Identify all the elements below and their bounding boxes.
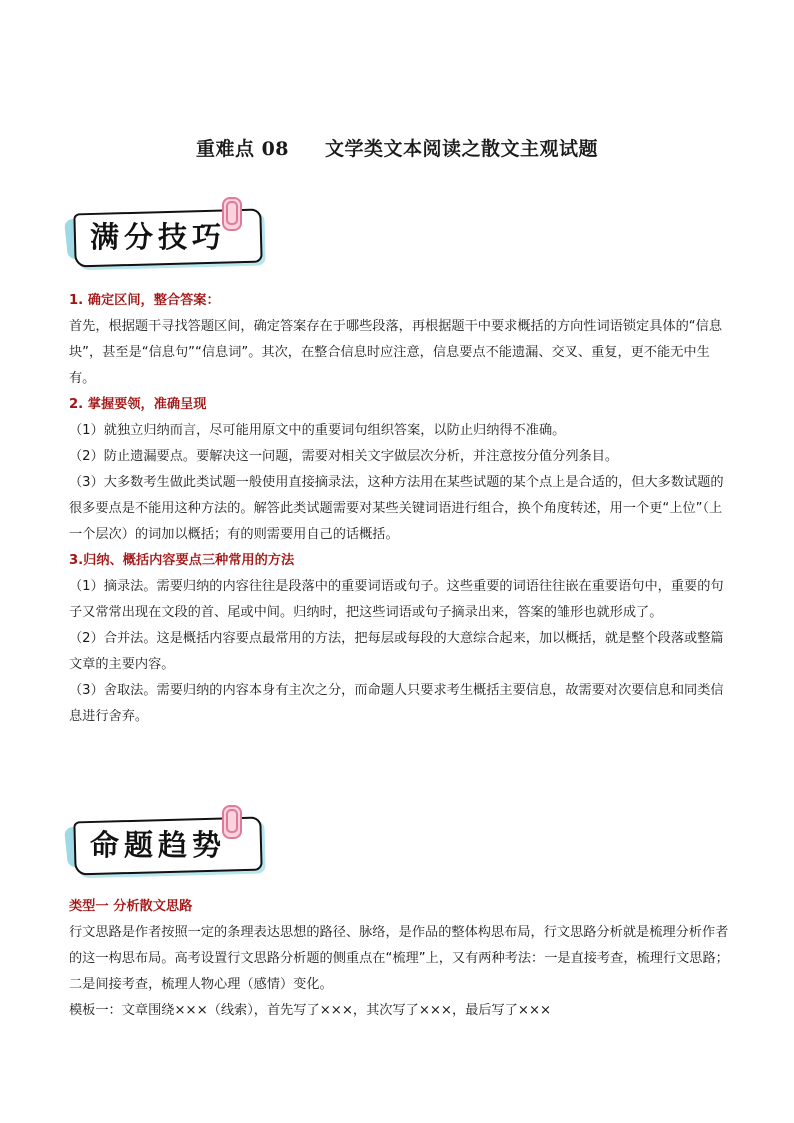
section-scoring-skills [69,288,729,730]
title-part2: 文学类文本阅读之散文主观试题 [325,138,599,160]
paragraph-3: （2）防止遗漏要点。要解决这一问题，需要对相关文字做层次分析，并注意按分值分列条目。 [69,449,619,464]
paragraph-5: （1）摘录法。需要归纳的内容往往是段落中的重要词语或句子。这些重要的词语往往嵌在重要语句中，重要的句子又常常出现在文段的首、尾或中间。归纳时，把这些词语或句子摘录出来，答案的雏形也就形成了。 [69,579,724,620]
section-exam-trends [69,894,729,1024]
paragraph-2: （1）就独立归纳而言，尽可能用原文中的重要词句组织答案，以防止归纳得不准确。 [69,423,566,438]
paragraph-7: （3）舍取法。需要归纳的内容本身有主次之分，而命题人只要求考生概括主要信息，故需要对次要信息和同类信息进行舍弃。 [69,683,724,724]
heading-1: 1. 确定区间，整合答案： [69,293,220,308]
page-title [0,134,794,161]
paragraph-1: 首先，根据题干寻找答题区间，确定答案存在于哪些段落，再根据题干中要求概括的方向性词语锁定具体的“信息块”，甚至是“信息句”“信息词”。其次，在整合信息时应注意，信息要点不能遗漏、交叉、重复，更不能无中生有。 [69,319,723,386]
heading-3: 3.归纳、概括内容要点三种常用的方法 [69,553,295,568]
paperclip-inner-icon [226,201,238,225]
paragraph-type-1: 行文思路是作者按照一定的条理表达思想的路径、脉络，是作品的整体构思布局，行文思路分析就是梳理分析作者的这一构思布局。高考设置行文思路分析题的侧重点在“梳理”上，又有两种考法：一是直接考查，梳理行文思路；二是间接考查，梳理人物心理（感情）变化。 [69,925,729,992]
banner-label: 命题趋势 [90,828,227,862]
banner-label: 满分技巧 [90,220,227,254]
paragraph-6: （2）合并法。这是概括内容要点最常用的方法，把每层或每段的大意综合起来，加以概括，就是整个段落或整篇文章的主要内容。 [69,631,724,672]
paragraph-4: （3）大多数考生做此类试题一般使用直接摘录法，这种方法用在某些试题的某个点上是合适的，但大多数试题的很多要点是不能用这种方法的。解答此类试题需要对某些关键词语进行组合，换个角度转述，用一个更“上位”（上一个层次）的词加以概括；有的则需要用自己的话概括。 [69,475,724,542]
banner-exam-trends [68,813,264,877]
heading-2: 2. 掌握要领，准确呈现 [69,397,207,412]
paperclip-inner-icon [226,809,238,833]
heading-type-1: 类型一 分析散文思路 [69,899,193,914]
paragraph-template-1: 模板一：文章围绕×××（线索），首先写了×××，其次写了×××，最后写了××× [69,1003,552,1018]
banner-scoring-skills [68,205,264,269]
title-part1: 重难点 08 [195,138,290,160]
